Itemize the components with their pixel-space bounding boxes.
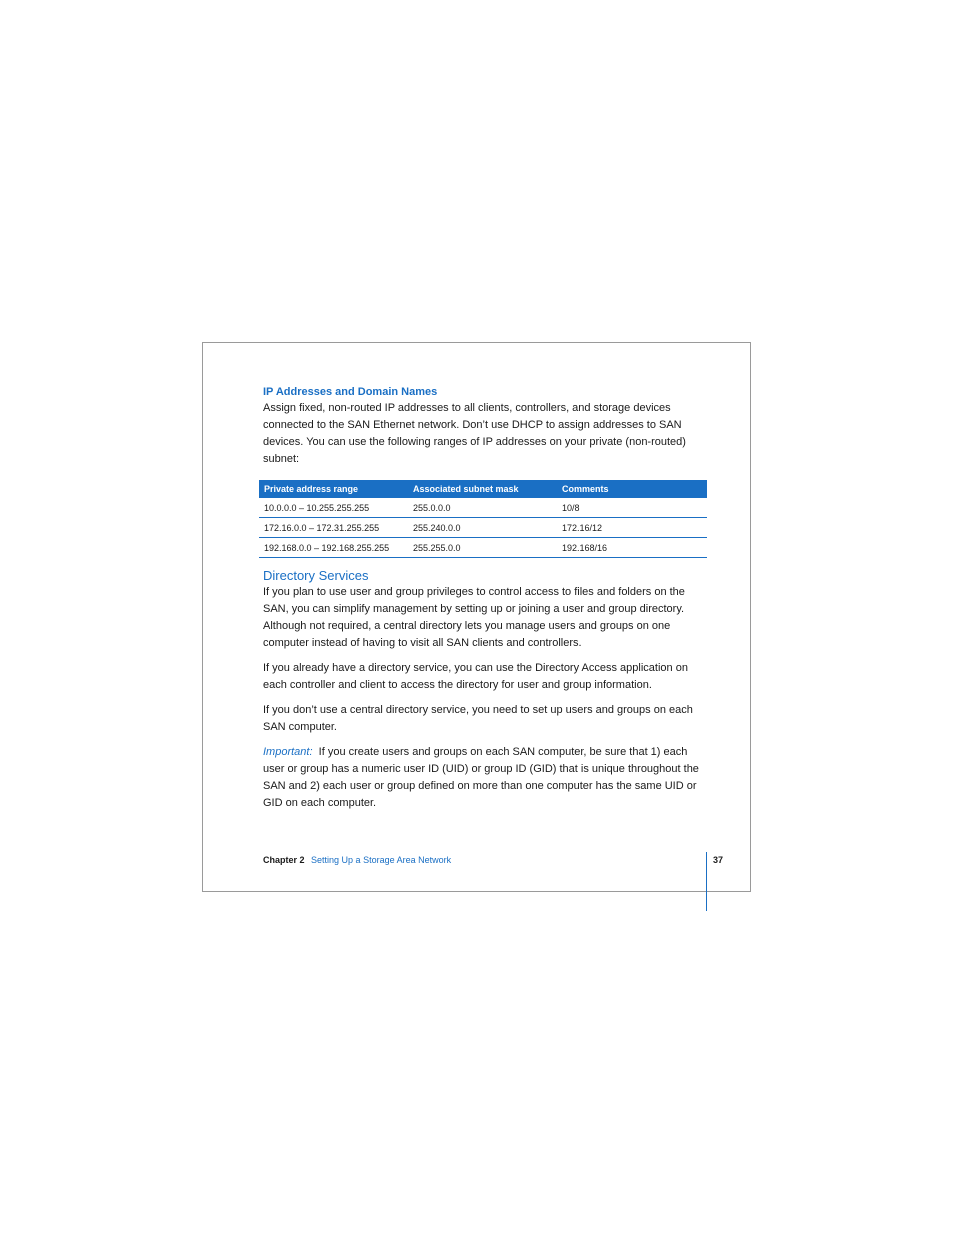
important-note — [263, 744, 707, 812]
footer-chapter: Chapter 2 — [263, 855, 305, 865]
table-cell-comments: 172.16/12 — [557, 518, 707, 538]
table-row — [259, 538, 707, 558]
table-cell-subnet-mask: 255.240.0.0 — [408, 518, 557, 538]
directory-para-2: If you already have a directory service, you can use the Directory Access application on each controller and client to access the directory for user and group information. — [263, 662, 688, 691]
footer-page-number: 37 — [713, 855, 724, 865]
table-header-comments: Comments — [557, 480, 707, 498]
table-header-row — [259, 480, 707, 498]
table-cell-address-range: 172.16.0.0 – 172.31.255.255 — [259, 518, 408, 538]
page-footer — [263, 853, 725, 867]
footer-chapter-title: Setting Up a Storage Area Network — [311, 855, 452, 865]
ip-section-body: Assign fixed, non-routed IP addresses to all clients, controllers, and storage devices connected to the SAN Ethernet network. Don’t use DHCP to assign addresses to SAN devices. You can use the following ranges of IP addresses on your private (non-routed) subnet: — [263, 402, 686, 465]
directory-section-heading: Directory Services — [263, 568, 369, 583]
important-label: Important: — [263, 746, 313, 758]
page-content — [263, 384, 707, 812]
directory-para-3: If you don’t use a central directory service, you need to set up users and groups on each SAN computer. — [263, 704, 693, 733]
table-header-address-range: Private address range — [259, 480, 408, 498]
table-cell-comments: 192.168/16 — [557, 538, 707, 558]
table-cell-subnet-mask: 255.0.0.0 — [408, 498, 557, 518]
table-header-subnet-mask: Associated subnet mask — [408, 480, 557, 498]
footer-divider — [706, 852, 707, 911]
table-cell-subnet-mask: 255.255.0.0 — [408, 538, 557, 558]
ip-section-heading: IP Addresses and Domain Names — [263, 386, 438, 398]
important-text: If you create users and groups on each SAN computer, be sure that 1) each user or group has a numeric user ID (UID) or group ID (GID) that is unique throughout the SAN and 2) each user or group defined on more than one computer has the same UID or GID on each computer. — [263, 746, 699, 809]
table-row — [259, 498, 707, 518]
table-cell-comments: 10/8 — [557, 498, 707, 518]
table-row — [259, 518, 707, 538]
table-cell-address-range: 10.0.0.0 – 10.255.255.255 — [259, 498, 408, 518]
directory-para-1: If you plan to use user and group privileges to control access to files and folders on the SAN, you can simplify management by setting up or joining a user and group directory. Although not required, a central directory lets you manage users and groups on one computer instead of having to visit all SAN clients and controllers. — [263, 586, 685, 649]
table-cell-address-range: 192.168.0.0 – 192.168.255.255 — [259, 538, 408, 558]
ip-range-table — [259, 480, 707, 558]
